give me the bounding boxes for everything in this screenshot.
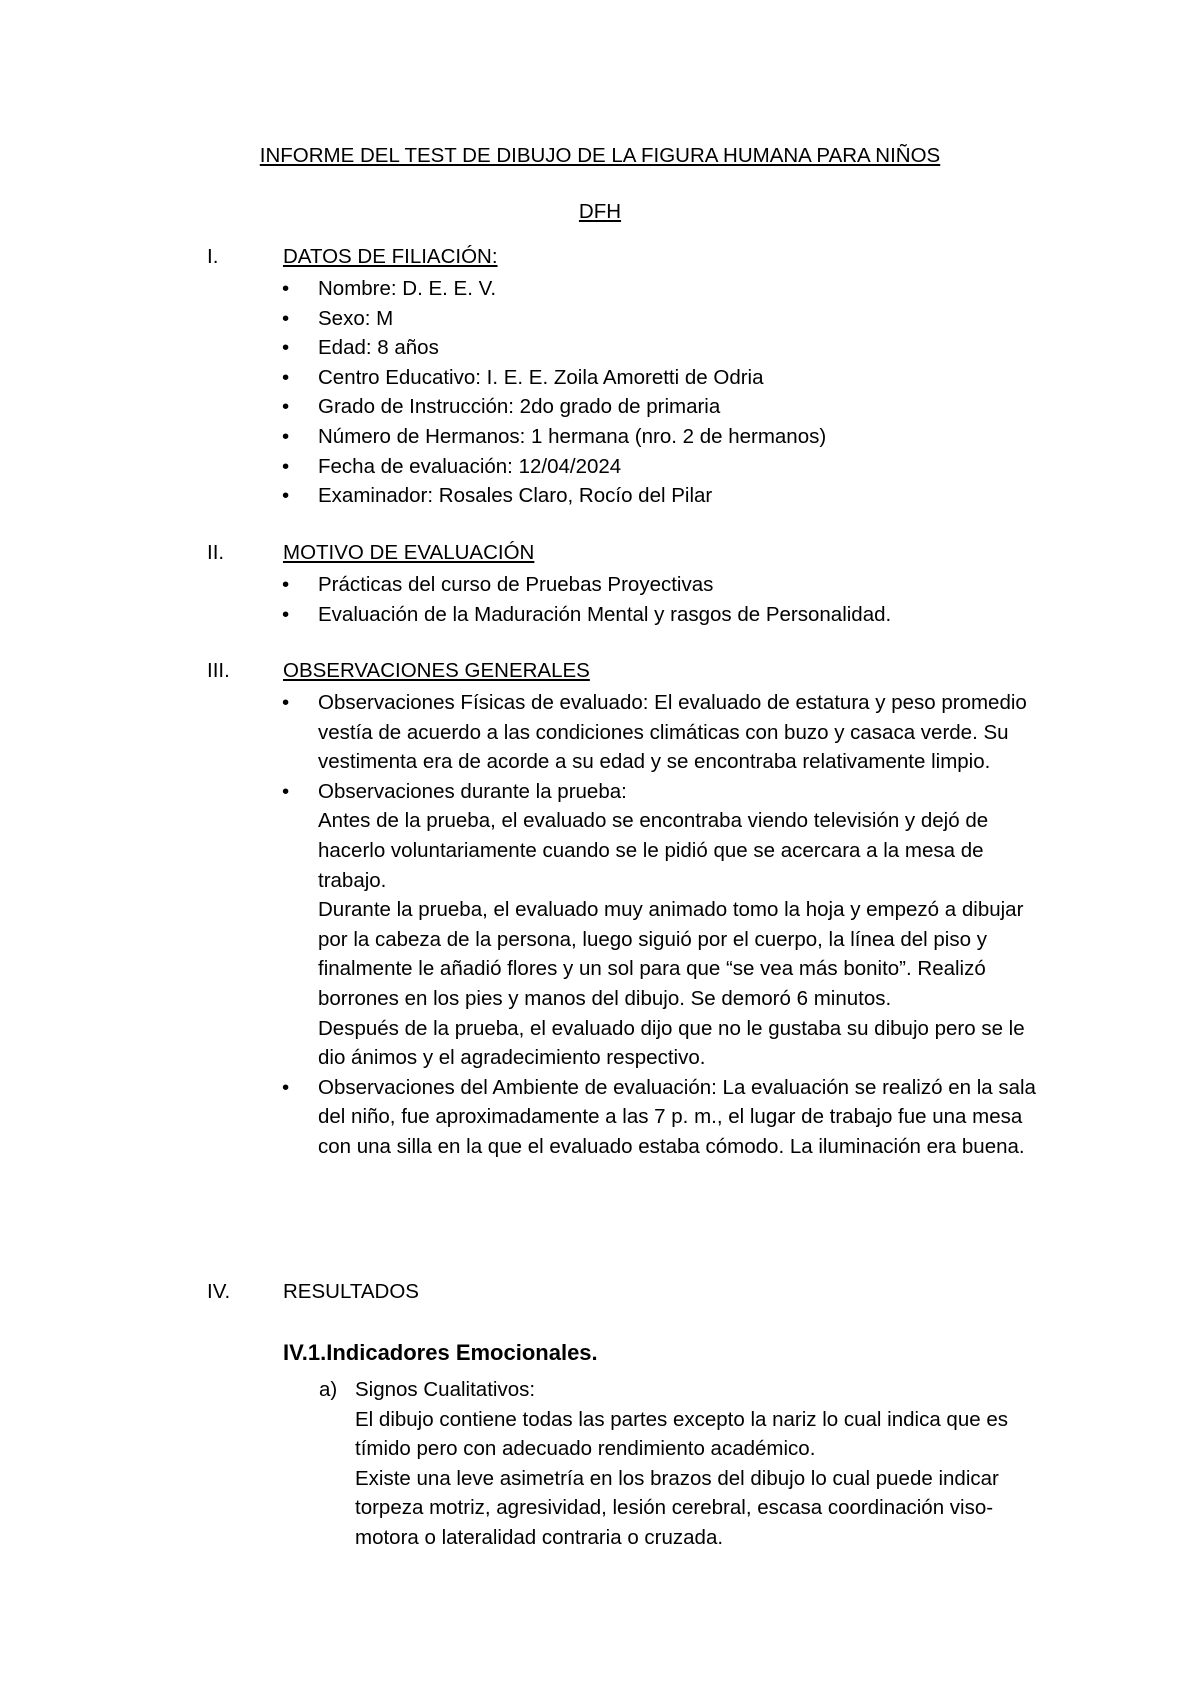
section-number: IV. <box>207 1280 231 1303</box>
section-number: I. <box>207 245 219 268</box>
bullet-icon: • <box>282 336 290 360</box>
list-item <box>319 1375 1019 1553</box>
section-heading-3 <box>207 659 590 683</box>
section-title: OBSERVACIONES GENERALES <box>283 659 590 682</box>
list-item: • Edad: 8 años <box>282 333 1042 363</box>
subsection-heading: IV.1.Indicadores Emocionales. <box>283 1340 598 1365</box>
list-item: • Evaluación de la Maduración Mental y rasgos de Personalidad. <box>282 600 1042 630</box>
section-heading-2 <box>207 541 534 565</box>
section-heading-4 <box>207 1280 419 1304</box>
section-number: II. <box>207 541 225 564</box>
paragraph: Signos Cualitativos: <box>355 1378 536 1401</box>
motive-list <box>282 570 1042 629</box>
list-item: • Centro Educativo: I. E. E. Zoila Amoretti de Odria <box>282 363 1042 393</box>
bullet-icon: • <box>282 779 290 803</box>
observations-list <box>282 688 1042 1162</box>
bullet-icon: • <box>282 1075 290 1099</box>
paragraph: Observaciones Físicas de evaluado: El evaluado de estatura y peso promedio vestía de acuerdo a las condiciones climáticas con buzo y casaca verde. Su vestimenta era de acorde a su edad y se encontraba relativamente limpio. <box>318 691 1027 774</box>
list-marker: a) <box>319 1378 338 1401</box>
paragraph: Existe una leve asimetría en los brazos del dibujo lo cual puede indicar torpeza motriz, agresividad, lesión cerebral, escasa coordinación viso-motora o lateralidad contraria o cruzada. <box>355 1466 999 1549</box>
bullet-icon: • <box>282 365 290 389</box>
list-item: • Nombre: D. E. E. V. <box>282 274 1042 304</box>
bullet-icon: • <box>282 484 290 508</box>
paragraph: El dibujo contiene todas las partes excepto la nariz lo cual indica que es tímido pero con adecuado rendimiento académico. <box>355 1407 1008 1461</box>
bullet-icon: • <box>282 691 290 714</box>
section-number: III. <box>207 659 230 682</box>
bullet-icon: • <box>282 395 290 419</box>
paragraph: Observaciones del Ambiente de evaluación: La evaluación se realizó en la sala del niño, fue aproximadamente a las 7 p. m., el lugar de trabajo fue una mesa con una silla en la que el evaluado estaba cómodo. La iluminación era buena. <box>318 1075 1036 1158</box>
paragraph: Después de la prueba, el evaluado dijo que no le gustaba su dibujo pero se le dio ánimos y el agradecimiento respectivo. <box>318 1016 1025 1070</box>
paragraph: Durante la prueba, el evaluado muy animado tomo la hoja y empezó a dibujar por la cabeza de la persona, luego siguió por el cuerpo, la línea del piso y finalmente le añadió flores y un sol para que “se vea más bonito”. Realizó borrones en los pies y manos del dibujo. Se demoró 6 minutos. <box>318 898 1024 1010</box>
paragraph: Antes de la prueba, el evaluado se encontraba viendo televisión y dejó de hacerlo voluntariamente cuando se le pidió que se acercara a la mesa de trabajo. <box>318 809 989 892</box>
section-heading-1 <box>207 245 498 269</box>
list-item: • Examinador: Rosales Claro, Rocío del Pilar <box>282 481 1042 511</box>
bullet-icon: • <box>282 602 290 626</box>
list-item: • Número de Hermanos: 1 hermana (nro. 2 de hermanos) <box>282 422 1042 452</box>
bullet-icon: • <box>282 454 290 478</box>
bullet-icon: • <box>282 424 290 448</box>
emotional-indicators-list <box>319 1375 1019 1553</box>
list-item <box>282 688 1042 777</box>
list-item: • Prácticas del curso de Pruebas Proyectivas <box>282 570 1042 600</box>
section-title: RESULTADOS <box>283 1280 419 1303</box>
document-title: INFORME DEL TEST DE DIBUJO DE LA FIGURA HUMANA PARA NIÑOS <box>259 144 941 167</box>
list-item <box>282 1073 1042 1162</box>
paragraph: Observaciones durante la prueba: <box>318 779 627 803</box>
section-title: MOTIVO DE EVALUACIÓN <box>283 541 535 564</box>
list-item: • Grado de Instrucción: 2do grado de primaria <box>282 392 1042 422</box>
bullet-icon: • <box>282 277 290 300</box>
section-title: DATOS DE FILIACIÓN: <box>283 245 498 268</box>
bullet-icon: • <box>282 306 290 330</box>
list-item: • Fecha de evaluación: 12/04/2024 <box>282 452 1042 482</box>
list-item: • Sexo: M <box>282 304 1042 334</box>
list-item <box>282 777 1042 1073</box>
document-subtitle: DFH <box>578 200 622 223</box>
bullet-icon: • <box>282 573 290 596</box>
filiation-list <box>282 274 1042 511</box>
